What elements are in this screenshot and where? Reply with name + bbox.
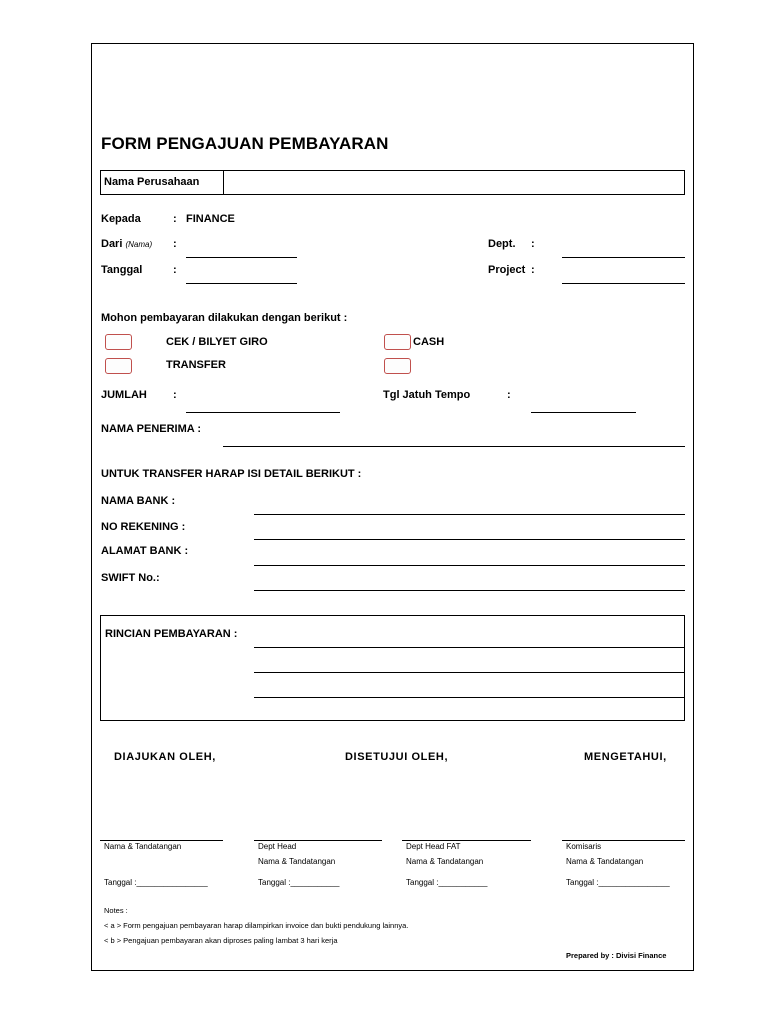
swift-input-line[interactable]: [254, 590, 685, 591]
signature-line-3[interactable]: [402, 840, 531, 841]
diajukan-heading: DIAJUKAN OLEH,: [114, 751, 216, 763]
rincian-line-3[interactable]: [254, 697, 685, 698]
dari-sub-label: (Nama): [125, 240, 153, 249]
penerima-input-line[interactable]: [223, 446, 685, 447]
project-label: Project: [488, 264, 526, 276]
jumlah-colon: :: [173, 389, 177, 401]
tanggal-input-line[interactable]: [186, 283, 297, 284]
form-title: FORM PENGAJUAN PEMBAYARAN: [101, 134, 389, 153]
cek-checkbox[interactable]: [105, 334, 132, 350]
mengetahui-heading: MENGETAHUI,: [584, 751, 667, 763]
jatuh-tempo-label: Tgl Jatuh Tempo: [383, 389, 471, 401]
bank-input-line[interactable]: [254, 514, 685, 515]
sig1-date: Tanggal :________________: [104, 878, 208, 887]
dari-colon: :: [173, 238, 177, 250]
cek-label: CEK / BILYET GIRO: [166, 336, 268, 348]
swift-label: SWIFT No.:: [101, 572, 160, 584]
mohon-text: Mohon pembayaran dilakukan dengan berikut :: [101, 312, 348, 324]
signature-line-4[interactable]: [562, 840, 685, 841]
cash-checkbox[interactable]: [384, 334, 411, 350]
sig4-name-label: Nama & Tandatangan: [566, 857, 644, 866]
dept-input-line[interactable]: [562, 257, 685, 258]
rincian-line-2[interactable]: [254, 672, 685, 673]
dept-label: Dept.: [488, 238, 516, 250]
rincian-line-1[interactable]: [254, 647, 685, 648]
note-b: < b > Pengajuan pembayaran akan diproses paling lambat 3 hari kerja: [104, 936, 338, 945]
kepada-colon: :: [173, 213, 177, 225]
jumlah-input-line[interactable]: [186, 412, 340, 413]
sig3-name-label: Nama & Tandatangan: [406, 857, 484, 866]
dari-label-text: Dari: [101, 238, 123, 250]
kepada-value: FINANCE: [186, 213, 235, 225]
alamat-input-line[interactable]: [254, 565, 685, 566]
sig3-date: Tanggal :___________: [406, 878, 488, 887]
penerima-label: NAMA PENERIMA :: [101, 423, 202, 435]
rekening-label: NO REKENING :: [101, 521, 186, 533]
jatuh-tempo-input-line[interactable]: [531, 412, 636, 413]
dept-colon: :: [531, 238, 535, 250]
prepared-by: Prepared by : Divisi Finance: [566, 951, 667, 960]
company-label: Nama Perusahaan: [104, 176, 200, 188]
project-input-line[interactable]: [562, 283, 685, 284]
jumlah-label: JUMLAH: [101, 389, 147, 401]
sig2-role-label: Dept Head: [258, 842, 297, 851]
tanggal-label: Tanggal: [101, 264, 143, 276]
bank-label: NAMA BANK :: [101, 495, 176, 507]
rekening-input-line[interactable]: [254, 539, 685, 540]
sig4-role-label: Komisaris: [566, 842, 602, 851]
sig3-role-label: Dept Head FAT: [406, 842, 461, 851]
signature-line-2[interactable]: [254, 840, 382, 841]
transfer-checkbox[interactable]: [105, 358, 132, 374]
sig1-name-label: Nama & Tandatangan: [104, 842, 182, 851]
kepada-label: Kepada: [101, 213, 141, 225]
dari-input-line[interactable]: [186, 257, 297, 258]
notes-heading: Notes :: [104, 906, 128, 915]
transfer-label: TRANSFER: [166, 359, 226, 371]
company-input[interactable]: [226, 172, 682, 193]
company-divider: [223, 170, 224, 195]
other-checkbox[interactable]: [384, 358, 411, 374]
transfer-heading: UNTUK TRANSFER HARAP ISI DETAIL BERIKUT :: [101, 468, 362, 480]
sig4-date: Tanggal :________________: [566, 878, 670, 887]
note-a: < a > Form pengajuan pembayaran harap dilampirkan invoice dan bukti pendukung lainnya.: [104, 921, 409, 930]
tanggal-colon: :: [173, 264, 177, 276]
disetujui-heading: DISETUJUI OLEH,: [345, 751, 449, 763]
alamat-label: ALAMAT BANK :: [101, 545, 189, 557]
signature-line-1[interactable]: [100, 840, 223, 841]
rincian-label: RINCIAN PEMBAYARAN :: [105, 628, 238, 640]
cash-label: CASH: [413, 336, 445, 348]
project-colon: :: [531, 264, 535, 276]
sig2-name-label: Nama & Tandatangan: [258, 857, 336, 866]
dari-label: [101, 238, 152, 250]
jatuh-tempo-colon: :: [507, 389, 511, 401]
sig2-date: Tanggal :___________: [258, 878, 340, 887]
